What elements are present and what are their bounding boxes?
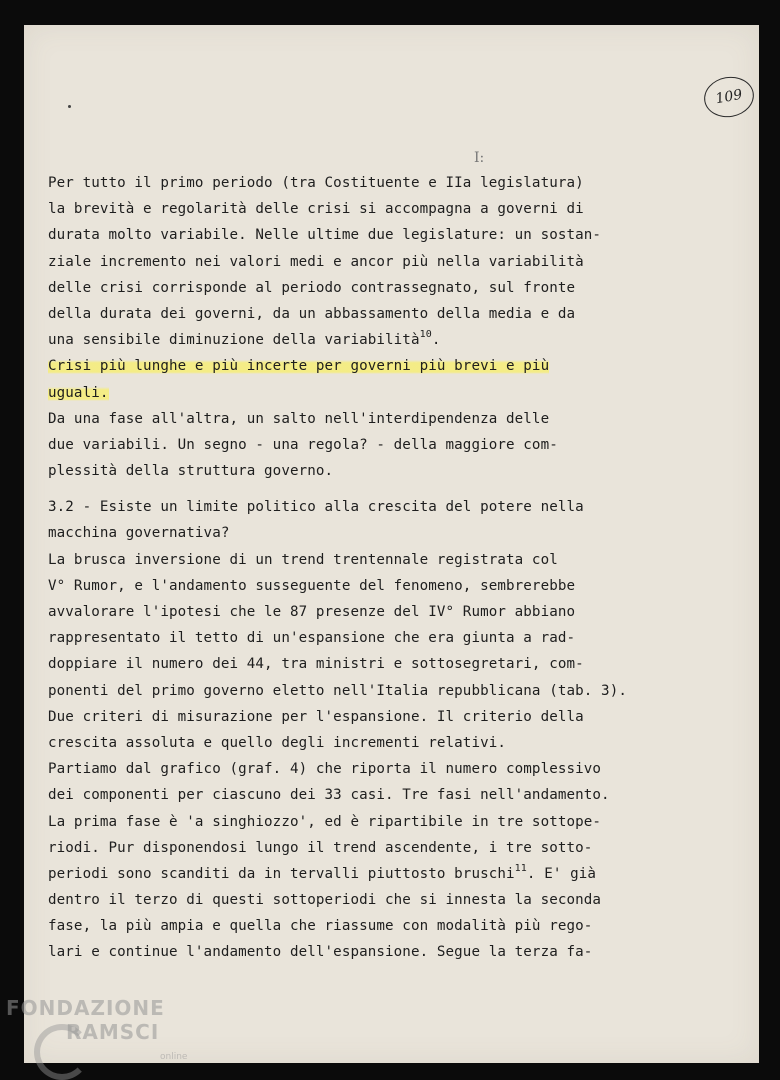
text-line: V° Rumor, e l'andamento susseguente del fenomeno, sembrerebbe — [48, 577, 576, 594]
text-line-with-footnote — [48, 861, 608, 887]
footnote-ref: 10 — [419, 329, 432, 341]
text-line: rappresentato il tetto di un'espansione che era giunta a rad- — [48, 630, 576, 647]
stray-pencil-mark: I: — [474, 150, 485, 166]
text-line: Partiamo dal grafico (graf. 4) che riporta il numero complessivo — [48, 761, 602, 778]
text-line: doppiare il numero dei 44, tra ministri e sottosegretari, com- — [48, 656, 584, 673]
text-line: della durata dei governi, da un abbassamento della media e da — [48, 305, 576, 322]
text-line: due variabili. Un segno - una regola? - della maggiore com- — [48, 436, 558, 453]
text-line: avvalorare l'ipotesi che le 87 presenze del IV° Rumor abbiano — [48, 604, 576, 620]
footnote-ref: 11 — [514, 862, 527, 874]
text-line: La prima fase è 'a singhiozzo', ed è ripartibile in tre sottope- — [48, 813, 602, 830]
text-line: durata molto variabile. Nelle ultime due legislature: un sostan- — [48, 227, 602, 244]
text-line: crescita assoluta e quello degli incrementi relativi. — [48, 734, 507, 751]
highlighted-line — [48, 380, 608, 406]
text-line: Per tutto il primo periodo (tra Costituente e IIa legislatura) — [48, 175, 584, 191]
text-segment: una sensibile diminuzione della variabilità — [48, 332, 420, 349]
text-line: dei componenti per ciascuno dei 33 casi. Tre fasi nell'andamento. — [48, 787, 610, 804]
text-line: fase, la più ampia e quella che riassume con modalità più rego- — [48, 918, 593, 935]
page-number: 109 — [714, 86, 744, 108]
text-segment: periodi sono scanditi da in tervalli piuttosto bruschi — [48, 865, 515, 882]
text-line: lari e continue l'andamento dell'espansione. Segue la terza fa- — [48, 944, 593, 961]
watermark — [6, 996, 165, 1044]
highlight-text: Crisi più lunghe e più incerte per governi più brevi e più — [48, 358, 550, 375]
text-line: La brusca inversione di un trend trentennale registrata col — [48, 551, 558, 568]
page-number-circle — [701, 73, 757, 121]
text-line: Due criteri di misurazione per l'espansione. Il criterio della — [48, 708, 584, 725]
text-line: la brevità e regolarità delle crisi si accompagna a governi di — [48, 201, 584, 218]
watermark-line2: RAMSCI — [66, 1020, 160, 1044]
typewritten-text — [48, 170, 627, 966]
section-heading: macchina governativa? — [48, 525, 230, 542]
text-segment: . E' già — [526, 865, 597, 882]
text-line: dentro il terzo di questi sottoperiodi che si innesta la seconda — [48, 892, 602, 909]
text-line: riodi. Pur disponendosi lungo il trend ascendente, i tre sotto- — [48, 839, 593, 856]
text-line: ponenti del primo governo eletto nell'Italia repubblicana (tab. 3). — [48, 682, 627, 699]
text-line: plessità della struttura governo. — [48, 463, 334, 480]
watermark-online: online — [160, 1052, 188, 1062]
text-segment: . — [431, 332, 441, 349]
highlight-text: uguali. — [48, 384, 109, 401]
watermark-line1: FONDAZIONE — [6, 996, 165, 1020]
text-line: ziale incremento nei valori medi e ancor più nella variabilità — [48, 253, 584, 270]
text-line: delle crisi corrisponde al periodo contrassegnato, sul fronte — [48, 279, 576, 296]
highlighted-line — [48, 353, 608, 379]
text-line-with-footnote — [48, 327, 608, 353]
stray-dot — [68, 105, 71, 108]
section-heading: 3.2 - Esiste un limite politico alla crescita del potere nella — [48, 499, 584, 516]
paragraph-gap — [48, 484, 608, 494]
text-line: Da una fase all'altra, un salto nell'interdipendenza delle — [48, 410, 550, 427]
